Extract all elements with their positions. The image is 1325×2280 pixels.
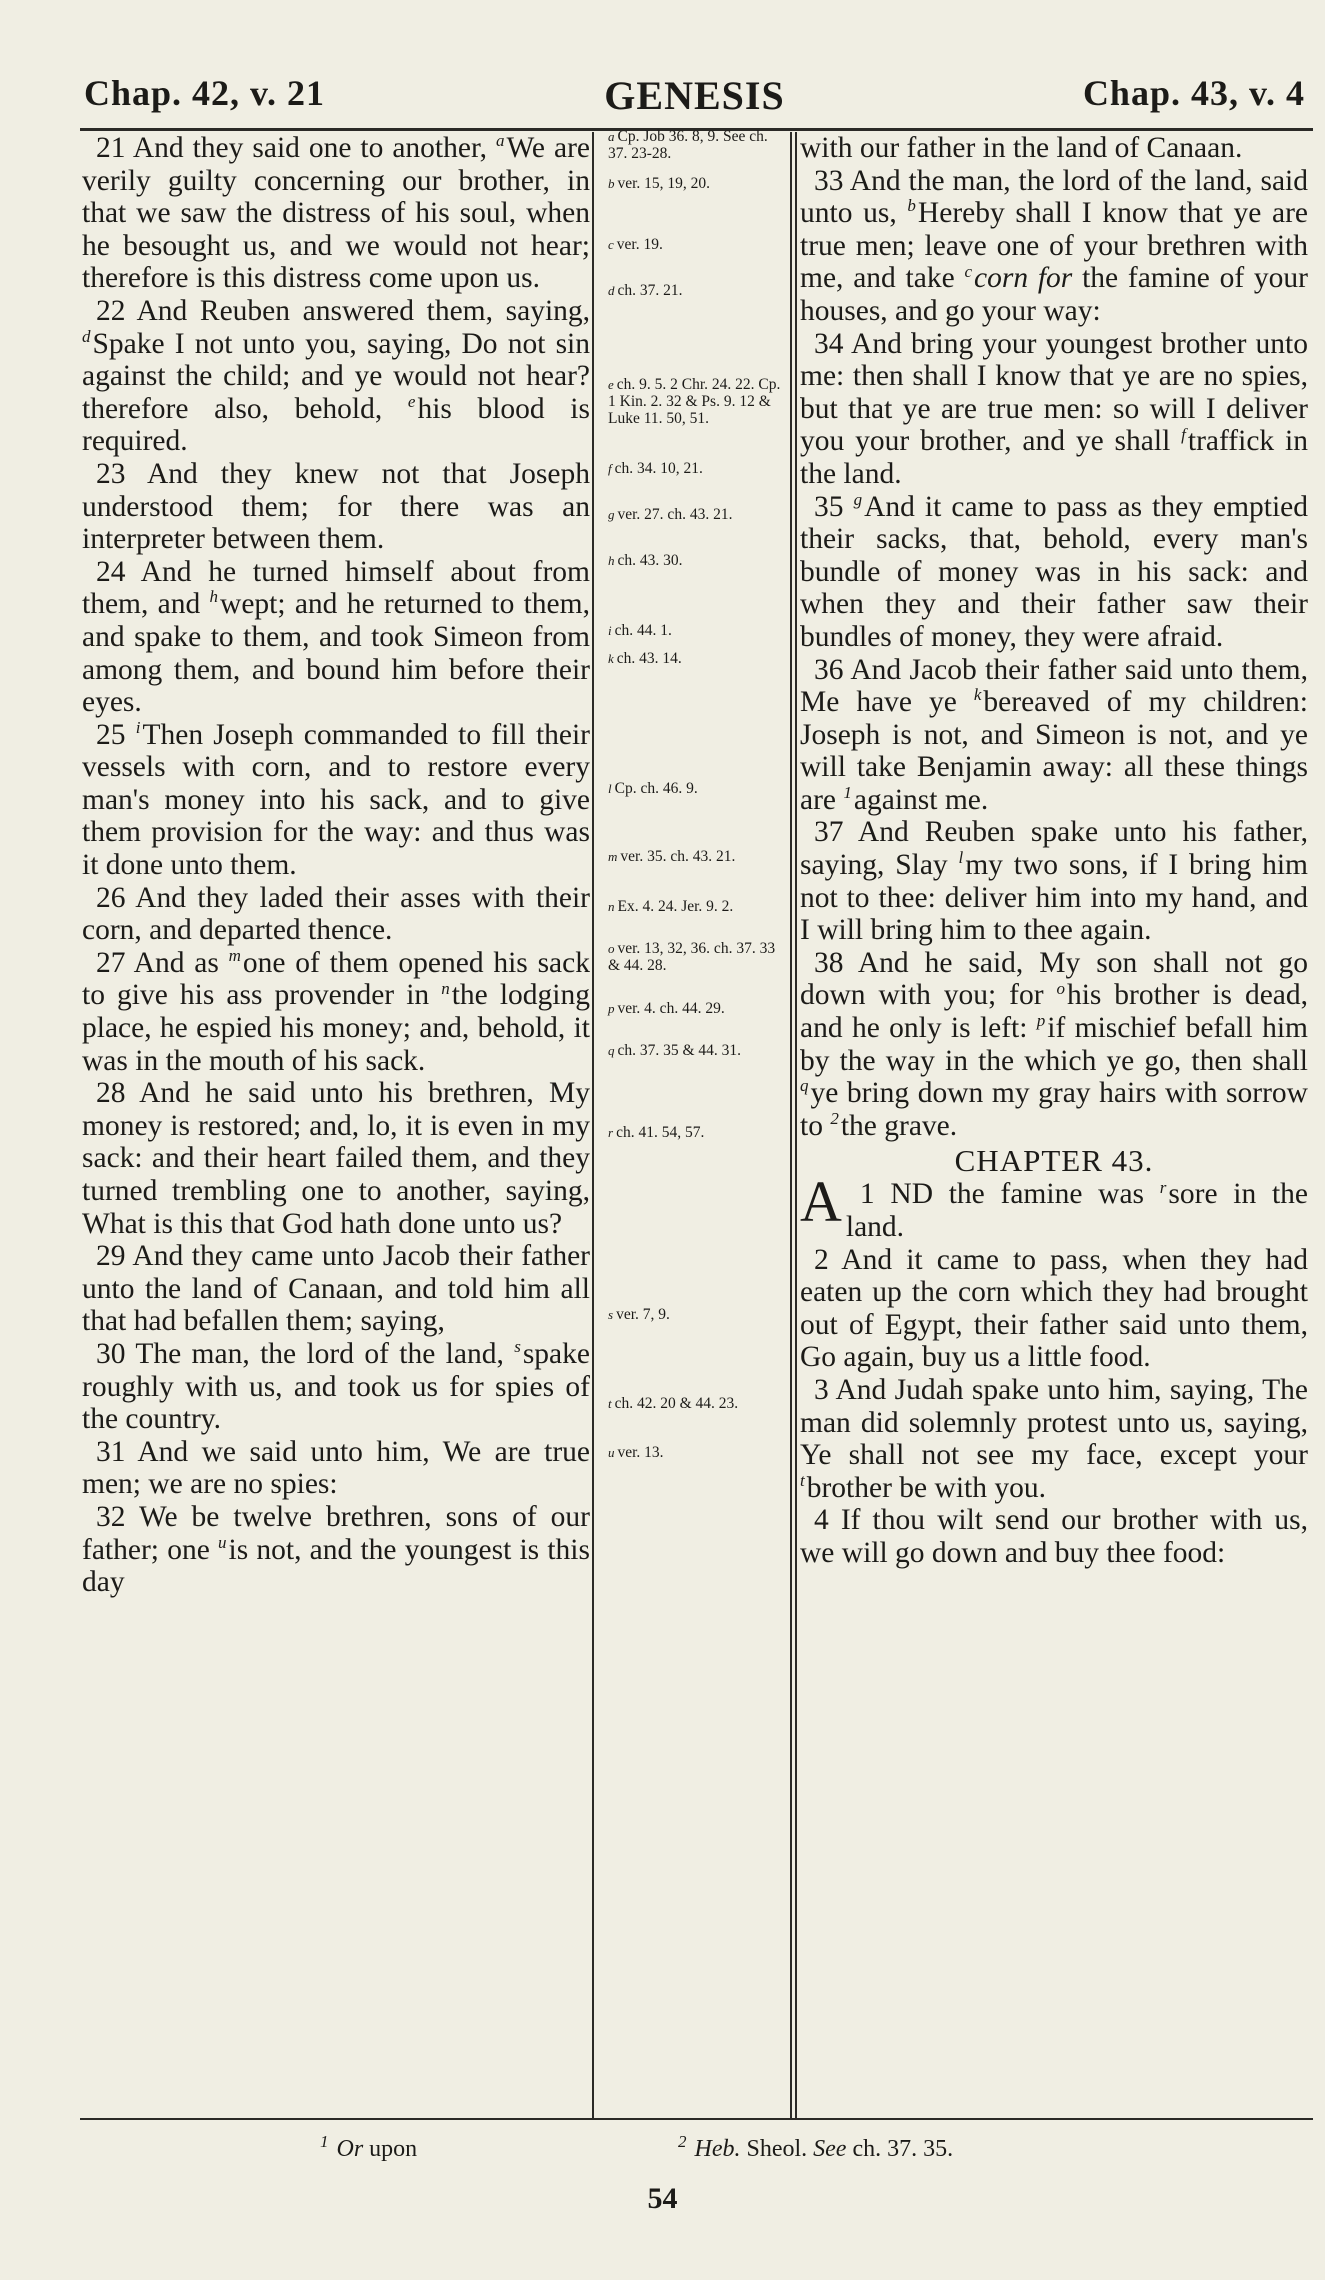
cross-reference-entry	[608, 175, 788, 192]
verse	[800, 1244, 1308, 1374]
cross-reference-mark: o	[608, 941, 615, 956]
verse	[82, 132, 590, 295]
cross-reference-entry	[608, 460, 788, 477]
cross-reference-text: Ex. 4. 24. Jer. 9. 2.	[617, 898, 734, 915]
header-left: Chap. 42, v. 21	[84, 73, 326, 113]
cross-reference-entry	[608, 650, 788, 667]
cross-reference-mark: d	[82, 326, 91, 346]
cross-reference-text: ver. 4. ch. 44. 29.	[617, 1000, 725, 1017]
cross-reference-mark: k	[608, 651, 614, 666]
verse-text: And we said unto him, We are true men; we are no spies:	[82, 1435, 590, 1501]
verse-text: And he said, My son shall not go down with you; for	[800, 946, 1308, 1012]
cross-reference-mark: e	[407, 391, 416, 411]
left-text-column	[82, 132, 590, 2090]
verse-text: We be twelve brethren, sons of our father; one	[82, 1500, 590, 1566]
cross-reference-text: ch. 44. 1.	[614, 622, 672, 639]
cross-reference-text: ch. 34. 10, 21.	[614, 460, 703, 477]
cross-reference-entry	[608, 1042, 788, 1059]
footnote-text: Sheol.	[740, 2136, 814, 2162]
verse-text: The man, the lord of the land,	[135, 1337, 515, 1370]
verse-text: And bring your youngest brother unto me: then shall I know that ye are no spies, but that ye are true men: so will I deliver you your brother, and ye shall	[800, 327, 1308, 458]
column-divider	[592, 132, 594, 2118]
cross-reference-text: ver. 35. ch. 43. 21.	[620, 848, 736, 865]
cross-reference-entry	[608, 940, 788, 974]
cross-reference-mark: r	[608, 1125, 614, 1140]
cross-reference-mark: q	[608, 1043, 615, 1058]
footnote-1	[320, 2132, 418, 2163]
verse-text: And Reuben answered them, saying,	[136, 294, 591, 327]
cross-reference-entry	[608, 780, 788, 797]
cross-reference-mark: p	[1036, 1011, 1046, 1031]
verse-number: 3	[814, 1373, 829, 1406]
verse-text: And he turned himself about from them, and	[82, 555, 590, 621]
footnote-mark: 2	[678, 2132, 687, 2151]
cross-reference-mark: 1	[843, 783, 852, 803]
verse-text: the lodging place, he espied his money; and, behold, it was in the mouth of his sack.	[82, 979, 590, 1077]
cross-reference-mark: h	[608, 553, 615, 568]
verse	[82, 882, 590, 947]
cross-reference-mark: b	[907, 196, 916, 216]
cross-reference-entry	[608, 128, 788, 162]
verse	[800, 1374, 1308, 1504]
verse	[800, 947, 1308, 1143]
cross-reference-entry	[608, 376, 788, 427]
cross-reference-mark: 2	[830, 1108, 839, 1128]
footnote-italic: See	[813, 2136, 847, 2162]
cross-reference-mark: h	[209, 587, 219, 607]
verse	[82, 1077, 590, 1240]
cross-reference-entry	[608, 1444, 788, 1461]
verse	[800, 328, 1308, 491]
cross-reference-mark: q	[800, 1076, 809, 1096]
verse	[800, 165, 1308, 328]
verse-text: And it came to pass, when they had eaten up the corn which they had brought out of Egypt, their father said unto them, Go again, buy us a little food.	[800, 1243, 1309, 1374]
verse-text: against me.	[853, 783, 989, 816]
verse-number: 38	[814, 946, 844, 979]
verse-number: 35	[814, 490, 844, 523]
verse-text: ye bring down my gray hairs with sorrow to	[800, 1077, 1308, 1142]
footnote-italic: Heb.	[694, 2136, 741, 2162]
verse-number: 36	[814, 653, 844, 686]
cross-reference-entry	[608, 1000, 788, 1017]
cross-reference-mark: u	[218, 1532, 227, 1552]
verse-text: ND the famine was	[890, 1178, 1160, 1211]
cross-reference-mark: l	[958, 848, 964, 868]
verse-text: And he said unto his brethren, My money is restored; and, lo, it is even in my sack: and their heart failed them, and they turned trembling one to another, saying, What is this that God hath done unto us?	[82, 1077, 590, 1240]
verse-number: 29	[96, 1240, 126, 1273]
cross-reference-mark: a	[495, 131, 505, 151]
cross-reference-mark: i	[135, 717, 141, 737]
verse-text: And they said one to another,	[132, 132, 496, 164]
chapter-heading: CHAPTER 43.	[954, 1143, 1154, 1179]
cross-reference-entry	[608, 506, 788, 523]
cross-reference-mark: n	[441, 978, 450, 998]
footnote-2	[678, 2132, 954, 2163]
cross-reference-text: ver. 15, 19, 20.	[617, 175, 711, 192]
cross-reference-mark: g	[853, 489, 863, 509]
verse	[82, 458, 590, 556]
verse-text: Spake I not unto you, saying, Do not sin against the child; and ye would not hear? therefore also, behold,	[82, 327, 590, 425]
verse-text: And Judah spake unto him, saying, The man did solemnly protest unto us, saying, Ye shall not see my face, except your	[800, 1373, 1308, 1472]
verse-text: spake roughly with us, and took us for spies of the country.	[82, 1337, 590, 1436]
verse-text: the famine of your houses, and go your way:	[800, 262, 1308, 327]
verse-text: traffick in the land.	[800, 425, 1309, 490]
cross-reference-mark: f	[1181, 424, 1186, 444]
verse-text: if mischief befall him by the way in the which ye go, then shall	[800, 1012, 1308, 1077]
cross-reference-text: ver. 7, 9.	[616, 1306, 670, 1323]
footnote-italic: Or	[336, 2136, 364, 2162]
cross-reference-text: ch. 37. 35 & 44. 31.	[617, 1042, 742, 1059]
cross-reference-entry	[608, 1395, 788, 1412]
verse-text: If thou wilt send our brother with us, we will go down and buy thee food:	[800, 1504, 1308, 1569]
verse-number: 31	[96, 1435, 126, 1468]
verse	[800, 654, 1308, 817]
verse-text: the grave.	[840, 1109, 958, 1142]
cross-reference-text: ch. 43. 30.	[617, 552, 683, 569]
verse	[800, 491, 1308, 654]
verse	[82, 295, 590, 458]
verse	[82, 556, 590, 719]
verse-text: And Reuben spake unto his father, saying, Slay	[800, 816, 1308, 882]
verse	[82, 1338, 590, 1436]
verse-continuation: with our father in the land of Canaan.	[800, 132, 1243, 164]
verse-text: his blood is required.	[82, 392, 590, 458]
cross-reference-entry	[608, 1124, 788, 1141]
cross-reference-mark: f	[608, 461, 612, 476]
cross-reference-mark: s	[608, 1307, 614, 1322]
verse	[800, 816, 1308, 946]
verse-text: And the man, the lord of the land, said unto us,	[800, 164, 1308, 230]
cross-reference-mark: d	[608, 283, 615, 298]
verse	[800, 1504, 1308, 1569]
verse-text: And they laded their asses with their corn, and departed thence.	[82, 881, 591, 947]
verse-text: my two sons, if I bring him not to thee: deliver him into my hand, and I will bring him to thee again.	[800, 849, 1308, 947]
cross-reference-mark: n	[608, 899, 615, 914]
verse-text: one of them opened his sack to give his ass provender in	[82, 946, 590, 1012]
verse-text: is not, and the youngest is this day	[82, 1533, 590, 1599]
verse-number: 22	[96, 294, 126, 327]
verse-text: his brother is dead, and he only is left:	[800, 979, 1309, 1045]
cross-reference-mark: m	[228, 946, 241, 966]
verse-number: 21	[96, 132, 126, 164]
cross-reference-entry	[608, 1306, 788, 1323]
cross-reference-mark: a	[608, 129, 615, 144]
verse-number: 4	[814, 1504, 829, 1537]
cross-reference-mark: c	[608, 237, 614, 252]
cross-reference-entry	[608, 282, 788, 299]
verse-text: Then Joseph commanded to fill their vessels with corn, and to restore every man's money into his sack, and to give them provision for the way: and thus was it done unto them.	[82, 718, 591, 882]
column-divider	[790, 132, 792, 2118]
cross-reference-mark: b	[608, 176, 615, 191]
verse	[82, 719, 590, 882]
cross-reference-mark: e	[608, 377, 614, 392]
verse-text: Hereby shall I know that ye are true men; leave one of your brethren with me, and take	[800, 197, 1308, 295]
column-divider	[795, 132, 797, 2118]
cross-reference-mark: t	[800, 1470, 805, 1490]
verse-text: brother be with you.	[806, 1471, 1046, 1504]
footnote-text: ch. 37. 35.	[846, 2136, 954, 2162]
cross-reference-mark: r	[1159, 1177, 1167, 1197]
verse-text: We are verily guilty concerning our brother, in that we saw the distress of his soul, when he besought us, and we would not hear; therefore is this distress come upon us.	[82, 132, 590, 295]
footnote-rule	[80, 2118, 1313, 2120]
verse-number: 33	[814, 164, 844, 197]
verse-text: sore in the land.	[845, 1178, 1308, 1243]
verse	[82, 1436, 590, 1501]
cross-reference-mark: t	[608, 1396, 612, 1411]
cross-reference-entry	[608, 622, 788, 639]
cross-reference-text: Cp. ch. 46. 9.	[614, 780, 698, 797]
verse-italic-text: corn for	[974, 262, 1073, 295]
verse-number: 30	[96, 1337, 126, 1370]
cross-reference-text: ch. 43. 14.	[616, 650, 682, 667]
verse-text: wept; and he returned to them, and spake to them, and took Simeon from among them, and bound him before their eyes.	[82, 588, 590, 719]
cross-reference-text: ch. 9. 5. 2 Chr. 24. 22. Cp. 1 Kin. 2. 32 & Ps. 9. 12 & Luke 11. 50, 51.	[608, 376, 781, 427]
verse-number: 32	[96, 1500, 126, 1533]
verse	[800, 1169, 1308, 1243]
verse-text: And it came to pass as they emptied their sacks, that, behold, every man's bundle of money was in his sack: and when they and their father saw their bundles of money, they were afraid.	[800, 490, 1309, 653]
cross-reference-text: ver. 27. ch. 43. 21.	[617, 506, 733, 523]
verse-text: And Jacob their father said unto them, Me have ye	[800, 653, 1309, 719]
running-header	[84, 72, 1305, 124]
right-text-column	[800, 132, 1308, 2090]
cross-reference-entry	[608, 848, 788, 865]
verse	[82, 1240, 590, 1338]
cross-reference-mark: i	[608, 623, 612, 638]
verse-number: 28	[96, 1077, 126, 1110]
verse-text: bereaved of my children: Joseph is not, and Simeon is not, and ye will take Benjamin away: all these things are	[800, 686, 1308, 816]
verse-text: And they knew not that Joseph understood them; for there was an interpreter between them.	[82, 457, 590, 556]
cross-reference-text: ch. 41. 54, 57.	[616, 1124, 705, 1141]
footnote-mark: 1	[320, 2132, 329, 2151]
cross-reference-mark: m	[608, 849, 618, 864]
cross-reference-text: ver. 13, 32, 36. ch. 37. 33 & 44. 28.	[608, 940, 776, 974]
header-right: Chap. 43, v. 4	[1082, 73, 1305, 113]
verse	[82, 1501, 590, 1599]
cross-reference-mark: l	[608, 781, 612, 796]
verse-number: 37	[814, 816, 844, 849]
verse	[82, 947, 590, 1077]
verse-number: 1	[859, 1178, 875, 1211]
verse-number: 26	[96, 881, 126, 914]
book-title: GENESIS	[604, 73, 785, 118]
cross-reference-mark: p	[608, 1001, 615, 1016]
verse-number: 25	[96, 718, 126, 751]
cross-reference-mark: u	[608, 1445, 615, 1460]
cross-reference-entry	[608, 898, 788, 915]
verse-number: 23	[96, 457, 126, 490]
footnote-text: upon	[363, 2136, 418, 2162]
verse-number: 34	[814, 327, 844, 360]
cross-reference-entry	[608, 236, 788, 253]
cross-reference-text: ver. 19.	[616, 236, 663, 253]
cross-reference-entry	[608, 552, 788, 569]
cross-reference-text: ch. 42. 20 & 44. 23.	[614, 1395, 739, 1412]
drop-cap: A	[800, 1169, 842, 1235]
verse-text: And they came unto Jacob their father unto the land of Canaan, and told him all that had befallen them; saying,	[82, 1240, 590, 1338]
verse-number: 24	[96, 555, 126, 588]
verse-number: 27	[96, 946, 126, 979]
verse-text: And as	[133, 946, 229, 979]
cross-reference-mark: g	[608, 507, 615, 522]
cross-reference-mark: o	[1056, 978, 1065, 998]
verse-number: 2	[814, 1243, 829, 1276]
cross-reference-text: Cp. Job 36. 8, 9. See ch. 37. 23-28.	[608, 128, 768, 162]
cross-reference-mark: s	[514, 1337, 521, 1357]
cross-reference-text: ver. 13.	[617, 1444, 664, 1461]
cross-reference-text: ch. 37. 21.	[617, 282, 683, 299]
cross-reference-mark: c	[964, 261, 973, 281]
cross-reference-mark: k	[973, 685, 982, 705]
page-number: 54	[647, 2182, 678, 2215]
